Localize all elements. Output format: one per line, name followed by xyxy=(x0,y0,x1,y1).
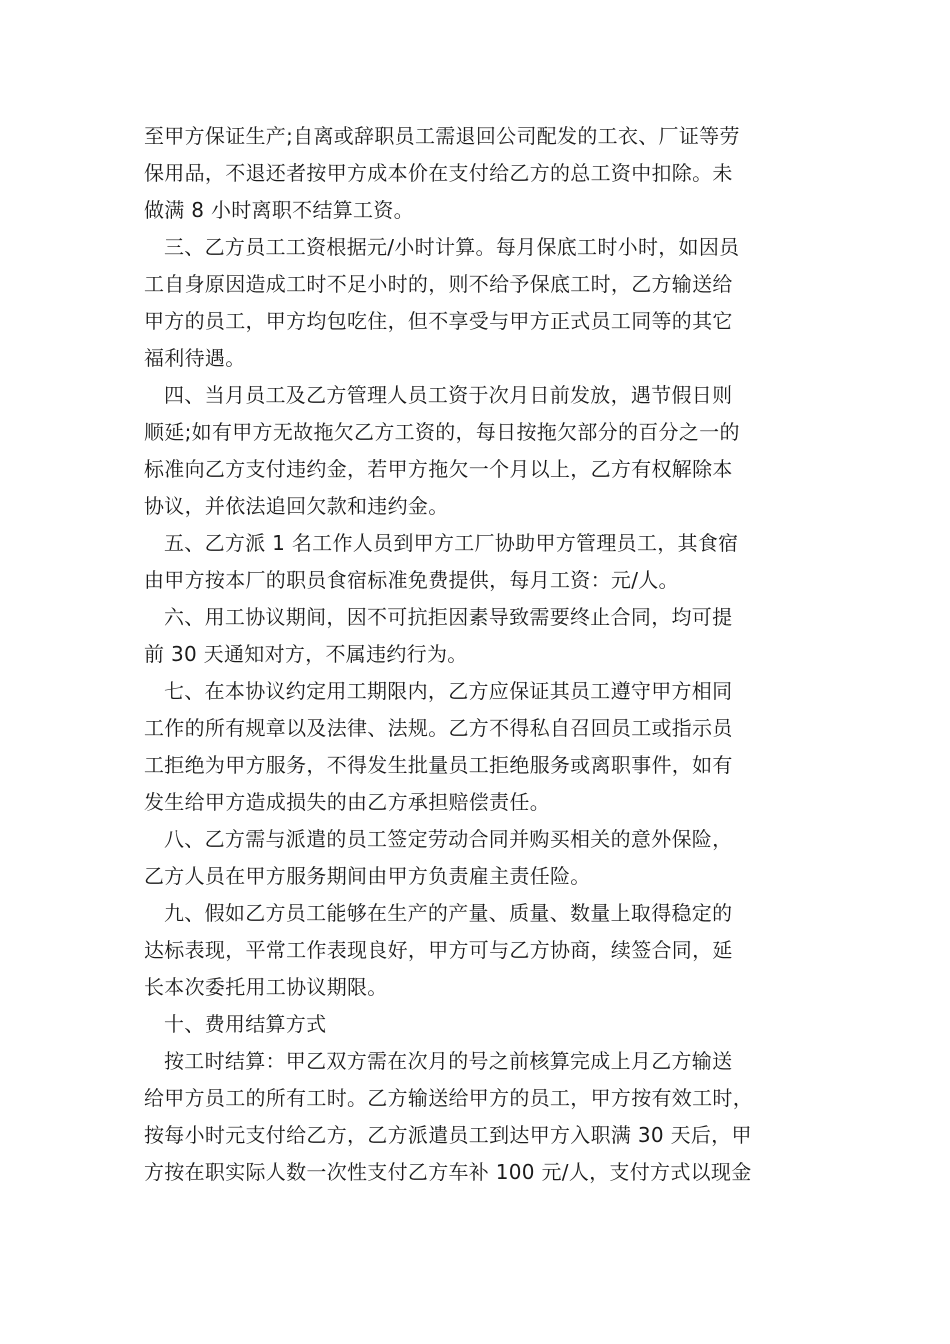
text-line: 五、乙方派 1 名工作人员到甲方工厂协助甲方管理员工，其食宿 xyxy=(164,531,739,555)
text-line: 甲方的员工，甲方均包吃住，但不享受与甲方正式员工同等的其它 xyxy=(144,309,733,333)
text-line: 福利待遇。 xyxy=(144,346,246,370)
text-line: 九、假如乙方员工能够在生产的产量、质量、数量上取得稳定的 xyxy=(164,901,733,925)
text-line: 达标表现，平常工作表现良好，甲方可与乙方协商，续签合同，延 xyxy=(144,938,733,962)
text-line: 方按在职实际人数一次性支付乙方车补 100 元/人，支付方式以现金 xyxy=(144,1160,752,1184)
document-body xyxy=(144,118,809,1191)
text-line: 按每小时元支付给乙方，乙方派遣员工到达甲方入职满 30 天后，甲 xyxy=(144,1123,752,1147)
text-line: 由甲方按本厂的职员食宿标准免费提供，每月工资：元/人。 xyxy=(144,568,679,592)
clause-3 xyxy=(144,229,809,377)
text-line: 前 30 天通知对方，不属违约行为。 xyxy=(144,642,468,666)
text-line: 工作的所有规章以及法律、法规。乙方不得私自召回员工或指示员 xyxy=(144,716,733,740)
clause-10-heading xyxy=(144,1006,809,1043)
text-line: 八、乙方需与派遣的员工签定劳动合同并购买相关的意外保险， xyxy=(164,827,733,851)
text-line: 做满 8 小时离职不结算工资。 xyxy=(144,198,414,222)
clause-6 xyxy=(144,599,809,673)
text-line: 保用品，不退还者按甲方成本价在支付给乙方的总工资中扣除。未 xyxy=(144,161,733,185)
text-line: 顺延;如有甲方无故拖欠乙方工资的，每日按拖欠部分的百分之一的 xyxy=(144,420,740,444)
text-line: 工自身原因造成工时不足小时的，则不给予保底工时，乙方输送给 xyxy=(144,272,733,296)
clause-7 xyxy=(144,673,809,821)
text-line: 长本次委托用工协议期限。 xyxy=(144,975,388,999)
paragraph-continuation xyxy=(144,118,809,229)
settlement-paragraph xyxy=(144,1043,809,1191)
text-line: 六、用工协议期间，因不可抗拒因素导致需要终止合同，均可提 xyxy=(164,605,733,629)
text-line: 乙方人员在甲方服务期间由甲方负责雇主责任险。 xyxy=(144,864,591,888)
clause-4 xyxy=(144,377,809,525)
text-line: 至甲方保证生产;自离或辞职员工需退回公司配发的工衣、厂证等劳 xyxy=(144,124,740,148)
text-line: 工拒绝为甲方服务，不得发生批量员工拒绝服务或离职事件，如有 xyxy=(144,753,733,777)
text-line: 三、乙方员工工资根据元/小时计算。每月保底工时小时，如因员 xyxy=(164,235,740,259)
section-heading: 十、费用结算方式 xyxy=(164,1012,327,1036)
clause-9 xyxy=(144,895,809,1006)
clause-8 xyxy=(144,821,809,895)
text-line: 协议，并依法追回欠款和违约金。 xyxy=(144,494,449,518)
text-line: 按工时结算：甲乙双方需在次月的号之前核算完成上月乙方输送 xyxy=(164,1049,733,1073)
text-line: 四、当月员工及乙方管理人员工资于次月日前发放，遇节假日则 xyxy=(164,383,733,407)
text-line: 给甲方员工的所有工时。乙方输送给甲方的员工，甲方按有效工时， xyxy=(144,1086,753,1110)
clause-5 xyxy=(144,525,809,599)
text-line: 标准向乙方支付违约金，若甲方拖欠一个月以上，乙方有权解除本 xyxy=(144,457,733,481)
text-line: 七、在本协议约定用工期限内，乙方应保证其员工遵守甲方相同 xyxy=(164,679,733,703)
text-line: 发生给甲方造成损失的由乙方承担赔偿责任。 xyxy=(144,790,550,814)
